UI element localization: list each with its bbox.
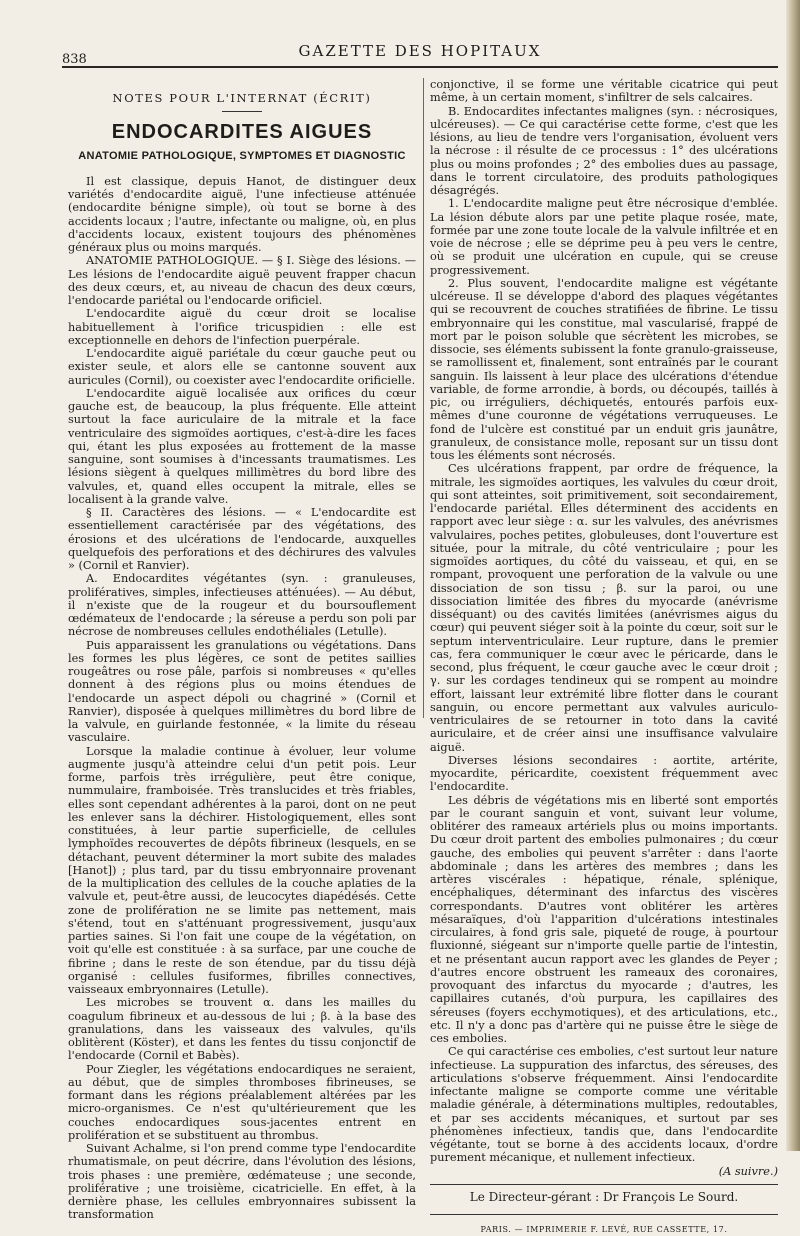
journal-title: GAZETTE DES HOPITAUX <box>298 42 542 60</box>
column-divider <box>423 78 424 718</box>
kicker-rule <box>222 111 262 112</box>
closing-rule <box>430 1184 778 1185</box>
paragraph: Les débris de végétations mis en liberté sont emportés par le courant sanguin et vont, suivant leur volume, oblitérer des rameaux artériels plus ou moins importants. Du cœur droit partent des embolies pulmonaires ; du cœur gauche, des embolies qui peuvent s'arrêter : dans l'aorte abdominale ; dans les artères des membres ; dans les artères viscérales : hépatique, rénale, splénique, encéphaliques, déterminant des infarctus des viscères correspondants. D'autres vont oblitérer les artères mésaraïques, d'où l'apparition d'ulcérations intestinales circulaires, à fond gris sale, piqueté de rouge, à pourtour fluxionné, siégeant sur n'importe quelle partie de l'intestin, et ne présentant aucun rapport avec les glandes de Peyer ; d'autres encore obstruent les rameaux des coronaires, provoquant des infarctus du myocarde ; d'autres, les capillaires cutanés, d'où purpura, les capillaires des séreuses (foyers ecchymotiques), et des articulations, etc., etc. Il n'y a donc pas d'artère qui ne puisse être le siège de ces embolies. <box>430 793 778 1045</box>
paragraph: Ce qui caractérise ces embolies, c'est surtout leur nature infectieuse. La suppuration des infarctus, des séreuses, des articulations s'observe fréquemment. Ainsi l'endocardite infectante maligne se comporte comme une véritable maladie générale, à déterminations multiples, redoutables, et par ses accidents mécaniques, et surtout par ses phénomènes infectieux, tandis que, dans l'endocardite végétante, tout se borne à des accidents locaux, d'ordre purement mécanique, et nullement infectieux. <box>430 1045 778 1165</box>
page-header <box>62 38 778 66</box>
left-column <box>68 78 416 1222</box>
paragraph: Diverses lésions secondaires : aortite, artérite, myocardite, péricardite, coexistent fréquemment avec l'endocardite. <box>430 753 778 794</box>
right-column <box>430 78 778 1236</box>
header-rule <box>62 66 778 68</box>
article-subtitle: ANATOMIE PATHOLOGIQUE, SYMPTOMES ET DIAGNOSTIC <box>78 149 406 162</box>
article-title: ENDOCARDITES AIGUES <box>111 121 373 144</box>
paragraph: Ces ulcérations frappent, par ordre de fréquence, la mitrale, les sigmoïdes aortiques, les valvules du cœur droit, qui sont atteintes, soit primitivement, soit secondairement, l'endocarde pariétal. Elles déterminent des accidents en rapport avec leur siège : α. sur les valvules, des anévrismes valvulaires, poches petites, globuleuses, dont l'ouverture est située, pour la mitrale, du côté ventriculaire ; pour les sigmoïdes aortiques, du côté du vaisseau, et qui, en se rompant, provoquent une perforation de la valvule ou une dissociation de son tissu ; β. sur la paroi, ou une dissociation limitée des fibres du myocarde (anévrisme disséquant) ou des cavités limitées (anévrismes aigus du cœur) qui peuvent siéger soit à la pointe du cœur, soit sur le septum interventriculaire. Leur rupture, dans le premier cas, fera communiquer le cœur avec le péricarde, dans le second, plus fréquent, le cœur gauche avec le cœur droit ; γ. sur les cordages tendineux qui se rompent au moindre effort, laissant leur extrémité libre flotter dans le courant sanguin, ou encore permettant aux valvules auriculo-ventriculaires de se retourner in toto dans la cavité auriculaire, et de créer ainsi une insuffisance valvulaire aiguë. <box>430 462 778 754</box>
imprint-line: PARIS. — IMPRIMERIE F. LEVÉ, RUE CASSETTE, 17. <box>480 1225 728 1234</box>
paragraph: L'endocardite aiguë localisée aux orifices du cœur gauche est, de beaucoup, la plus fréquente. Elle atteint surtout la face auriculaire de la mitrale et la face ventriculaire des sigmoïdes aortiques, c'est-à-dire les faces qui, étant les plus exposées au frottement de la masse sanguine, sont soumises à d'incessants traumatismes. Les lésions siègent à quelques millimètres du bord libre des valvules, et, quand elles occupent la mitrale, elles se localisent à la grande valve. <box>68 386 416 506</box>
page-number: 838 <box>62 52 87 67</box>
paragraph: L'endocardite aiguë pariétale du cœur gauche peut ou exister seule, et alors elle se cantonne souvent aux auricules (Cornil), ou coexister avec l'endocardite orificielle. <box>68 347 416 387</box>
paragraph: § II. Caractères des lésions. — « L'endocardite est essentiellement caractérisée par des végétations, des érosions et des ulcérations de l'endocarde, auxquelles quelquefois des perforations et des déchirures des valvules » (Cornil et Ranvier). <box>68 506 416 572</box>
footer-rule <box>430 1214 778 1215</box>
director-line: Le Directeur-gérant : Dr François Le Sourd. <box>469 1189 739 1204</box>
paragraph: B. Endocardites infectantes malignes (syn. : nécrosiques, ulcéreuses). — Ce qui caractérise cette forme, c'est que les lésions, au lieu de tendre vers l'organisation, évoluent vers la nécrose : il résulte de ce processus : 1° des ulcérations plus ou moins profondes ; 2° des embolies dues au passage, dans le torrent circulatoire, des produits pathologiques désagrégés. <box>430 104 778 197</box>
paragraph: L'endocardite aiguë du cœur droit se localise habituellement à l'orifice tricuspidien : elle est exceptionnelle en dehors de l'infection puerpérale. <box>68 307 416 347</box>
paragraph: Puis apparaissent les granulations ou végétations. Dans les formes les plus légères, ce sont de petites saillies rougeâtres ou rose pâle, parfois si nombreuses « qu'elles donnent à des régions plus ou moins étendues de l'endocarde un aspect dépoli ou chagriné » (Cornil et Ranvier), disposée à quelques millimètres du bord libre de la valvule, en guirlande festonnée, « la limite du réseau vasculaire. <box>68 638 416 745</box>
paragraph: A. Endocardites végétantes (syn. : granuleuses, prolifératives, simples, infectieuses atténuées). — Au début, il n'existe que de la rougeur et du boursouflement œdémateux de l'endocarde ; la séreuse a perdu son poli par nécrose de nombreuses cellules endothéliales (Letulle). <box>68 572 416 639</box>
paragraph: 2. Plus souvent, l'endocardite maligne est végétante ulcéreuse. Il se développe d'abord des plaques végétantes qui se recouvrent de couches stratifiées de fibrine. Le tissu embryonnaire qui les constitue, mal vascularisé, frappé de mort par le poison soluble que sécrètent les microbes, se dissocie, ses éléments subissent la fonte granulo-graisseuse, se ramollissent et, finalement, sont entraînés par le courant sanguin. Ils laissent à leur place des ulcérations d'étendue variable, de forme arrondie, à bords, ou découpés, taillés à pic, ou irréguliers, déchiquetés, entourés parfois eux-mêmes d'une couronne de végétations verruqueuses. Le fond de l'ulcère est constitué par un enduit gris jaunâtre, granuleux, de consistance molle, reposant sur un tissu dont tous les éléments sont nécrosés. <box>430 276 778 462</box>
paragraph: Suivant Achalme, si l'on prend comme type l'endocardite rhumatismale, on peut décrire, dans l'évolution des lésions, trois phases : une première, œdémateuse ; une seconde, proliférative ; une troisième, cicatricielle. En effet, à la dernière phase, les cellules embryonnaires subissent la transformation <box>68 1142 416 1222</box>
article-kicker: NOTES POUR L'INTERNAT (ÉCRIT) <box>112 91 372 105</box>
paragraph: Il est classique, depuis Hanot, de distinguer deux variétés d'endocardite aiguë, l'une infectieuse atténuée (endocardite bénigne simple), où tout se borne à des accidents locaux ; l'autre, infectante ou maligne, où, en plus d'accidents locaux, existent toujours des phénomènes généraux plus ou moins marqués. <box>68 174 416 254</box>
footer-block <box>430 1189 778 1236</box>
paragraph: 1. L'endocardite maligne peut être nécrosique d'emblée. La lésion débute alors par une petite plaque rosée, mate, formée par une zone toute locale de la valvule infiltrée et en voie de nécrose ; elle se déprime peu à peu vers le centre, où se produit une ulcération en cupule, qui se creuse progressivement. <box>430 197 778 277</box>
continuation-note: (A suivre.) <box>718 1164 778 1178</box>
paragraph: Lorsque la maladie continue à évoluer, leur volume augmente jusqu'à atteindre celui d'un petit pois. Leur forme, parfois très irrégulière, peut être conique, nummulaire, framboisée. Très translucides et très friables, elles sont cependant adhérentes à la paroi, dont on ne peut les enlever sans la déchirer. Histologiquement, elles sont constituées, à leur partie superficielle, de cellules lymphoïdes recouvertes de dépôts fibrineux (lesquels, en se détachant, peuvent déterminer la mort subite des malades [Hanot]) ; plus tard, par du tissu embryonnaire provenant de la multiplication des cellules de la couche aplaties de la valvule et, peut-être aussi, de leucocytes diapédésés. Cette zone de prolifération ne se limite pas nettement, mais s'étend, tout en s'atténuant progressivement, jusqu'aux parties saines. Si l'on fait une coupe de la végétation, on voit qu'elle est constituée : à sa surface, par une couche de fibrine ; dans le reste de son étendue, par du tissu déjà organisé : cellules fusiformes, fibrilles connectives, vaisseaux embryonnaires (Letulle). <box>68 744 416 996</box>
paragraph: conjonctive, il se forme une véritable cicatrice qui peut même, à un certain moment, s'infiltrer de sels calcaires. <box>430 78 778 105</box>
paragraph: Pour Ziegler, les végétations endocardiques ne seraient, au début, que de simples thromboses fibrineuses, se formant dans les régions préalablement altérées par les micro-organismes. Ce n'est qu'ultérieurement que les couches endocardiques sous-jacentes entrent en prolifération et se substituent au thrombus. <box>68 1062 416 1142</box>
paragraph: ANATOMIE PATHOLOGIQUE. — § I. Siège des lésions. — Les lésions de l'endocardite aiguë peuvent frapper chacun des deux cœurs, et, au niveau de chacun des deux cœurs, l'endocarde pariétal ou l'endocarde orificiel. <box>68 254 416 307</box>
page-scan-edge <box>786 0 800 1151</box>
paragraph: Les microbes se trouvent α. dans les mailles du coagulum fibrineux et au-dessous de lui ; β. à la base des granulations, dans les vaisseaux des valvules, qu'ils oblitèrent (Köster), et dans les fentes du tissu conjonctif de l'endocarde (Cornil et Babès). <box>68 996 416 1063</box>
